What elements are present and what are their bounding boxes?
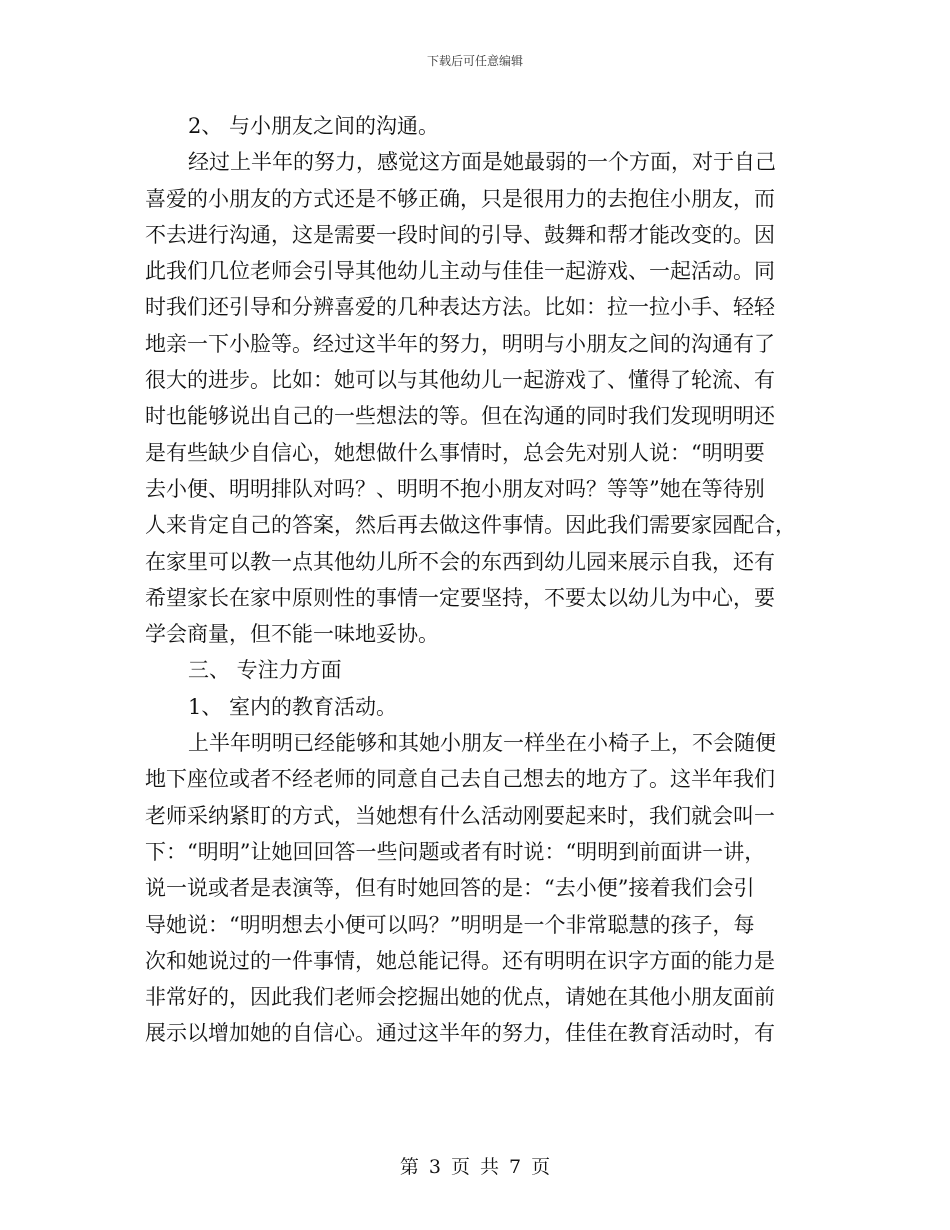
text-line: 学会商量，但不能一味地妥协。 [145,622,439,647]
text-line: 老师采纳紧盯的方式，当她想有什么活动刚要起来时，我们就会叫一 [145,803,775,828]
document-body [145,108,805,1052]
text-line: 很大的进步。比如：她可以与其他幼儿一起游戏了、懂得了轮流、有 [145,368,775,393]
text-line: 地下座位或者不经老师的同意自己去自己想去的地方了。这半年我们 [145,767,775,792]
text-line: 是有些缺少自信心，她想做什么事情时，总会先对别人说：“明明要 [145,440,765,465]
page-footer: 第 3 页 共 7 页 [399,1156,551,1178]
text-line: 此我们几位老师会引导其他幼儿主动与佳佳一起游戏、一起活动。同 [145,259,775,284]
header-note: 下载后可任意编辑 [426,54,523,68]
text-line: 在家里可以教一点其他幼儿所不会的东西到幼儿园来展示自我，还有 [145,549,775,574]
text-line: 喜爱的小朋友的方式还是不够正确，只是很用力的去抱住小朋友，而 [145,186,775,211]
text-line: 导她说：“明明想去小便可以吗？”明明是一个非常聪慧的孩子，每 [145,912,755,937]
text-line: 三、 专注力方面 [188,658,342,683]
text-line: 2、 与小朋友之间的沟通。 [188,114,440,138]
text-line: 不去进行沟通，这是需要一段时间的引导、鼓舞和帮才能改变的。因 [145,222,775,247]
text-line: 时我们还引导和分辨喜爱的几种表达方法。比如：拉一拉小手、轻轻 [145,295,775,320]
text-line: 时也能够说出自己的一些想法的等。但在沟通的同时我们发现明明还 [145,404,775,429]
text-line: 非常好的，因此我们老师会挖掘出她的优点，请她在其他小朋友面前 [145,985,775,1010]
text-line: 下：“明明”让她回回答一些问题或者有时说：“明明到前面讲一讲， [145,839,766,864]
text-line: 去小便、明明排队对吗？、明明不抱小朋友对吗？等等”她在等待别 [145,476,765,501]
text-line: 上半年明明已经能够和其她小朋友一样坐在小椅子上，不会随便 [188,731,776,756]
text-line: 希望家长在家中原则性的事情一定要坚持，不要太以幼儿为中心，要 [145,585,775,610]
text-line: 经过上半年的努力，感觉这方面是她最弱的一个方面，对于自己 [188,150,776,175]
text-line: 人来肯定自己的答案，然后再去做这件事情。因此我们需要家园配合， [145,513,796,538]
text-line: 地亲一下小脸等。经过这半年的努力，明明与小朋友之间的沟通有了 [145,331,775,356]
text-line: 次和她说过的一件事情，她总能记得。还有明明在识字方面的能力是 [145,948,775,973]
text-line: 说一说或者是表演等，但有时她回答的是：“去小便”接着我们会引 [145,876,755,901]
text-line: 展示以增加她的自信心。通过这半年的努力，佳佳在教育活动时，有 [145,1021,775,1046]
text-line: 1、 室内的教育活动。 [188,694,398,719]
